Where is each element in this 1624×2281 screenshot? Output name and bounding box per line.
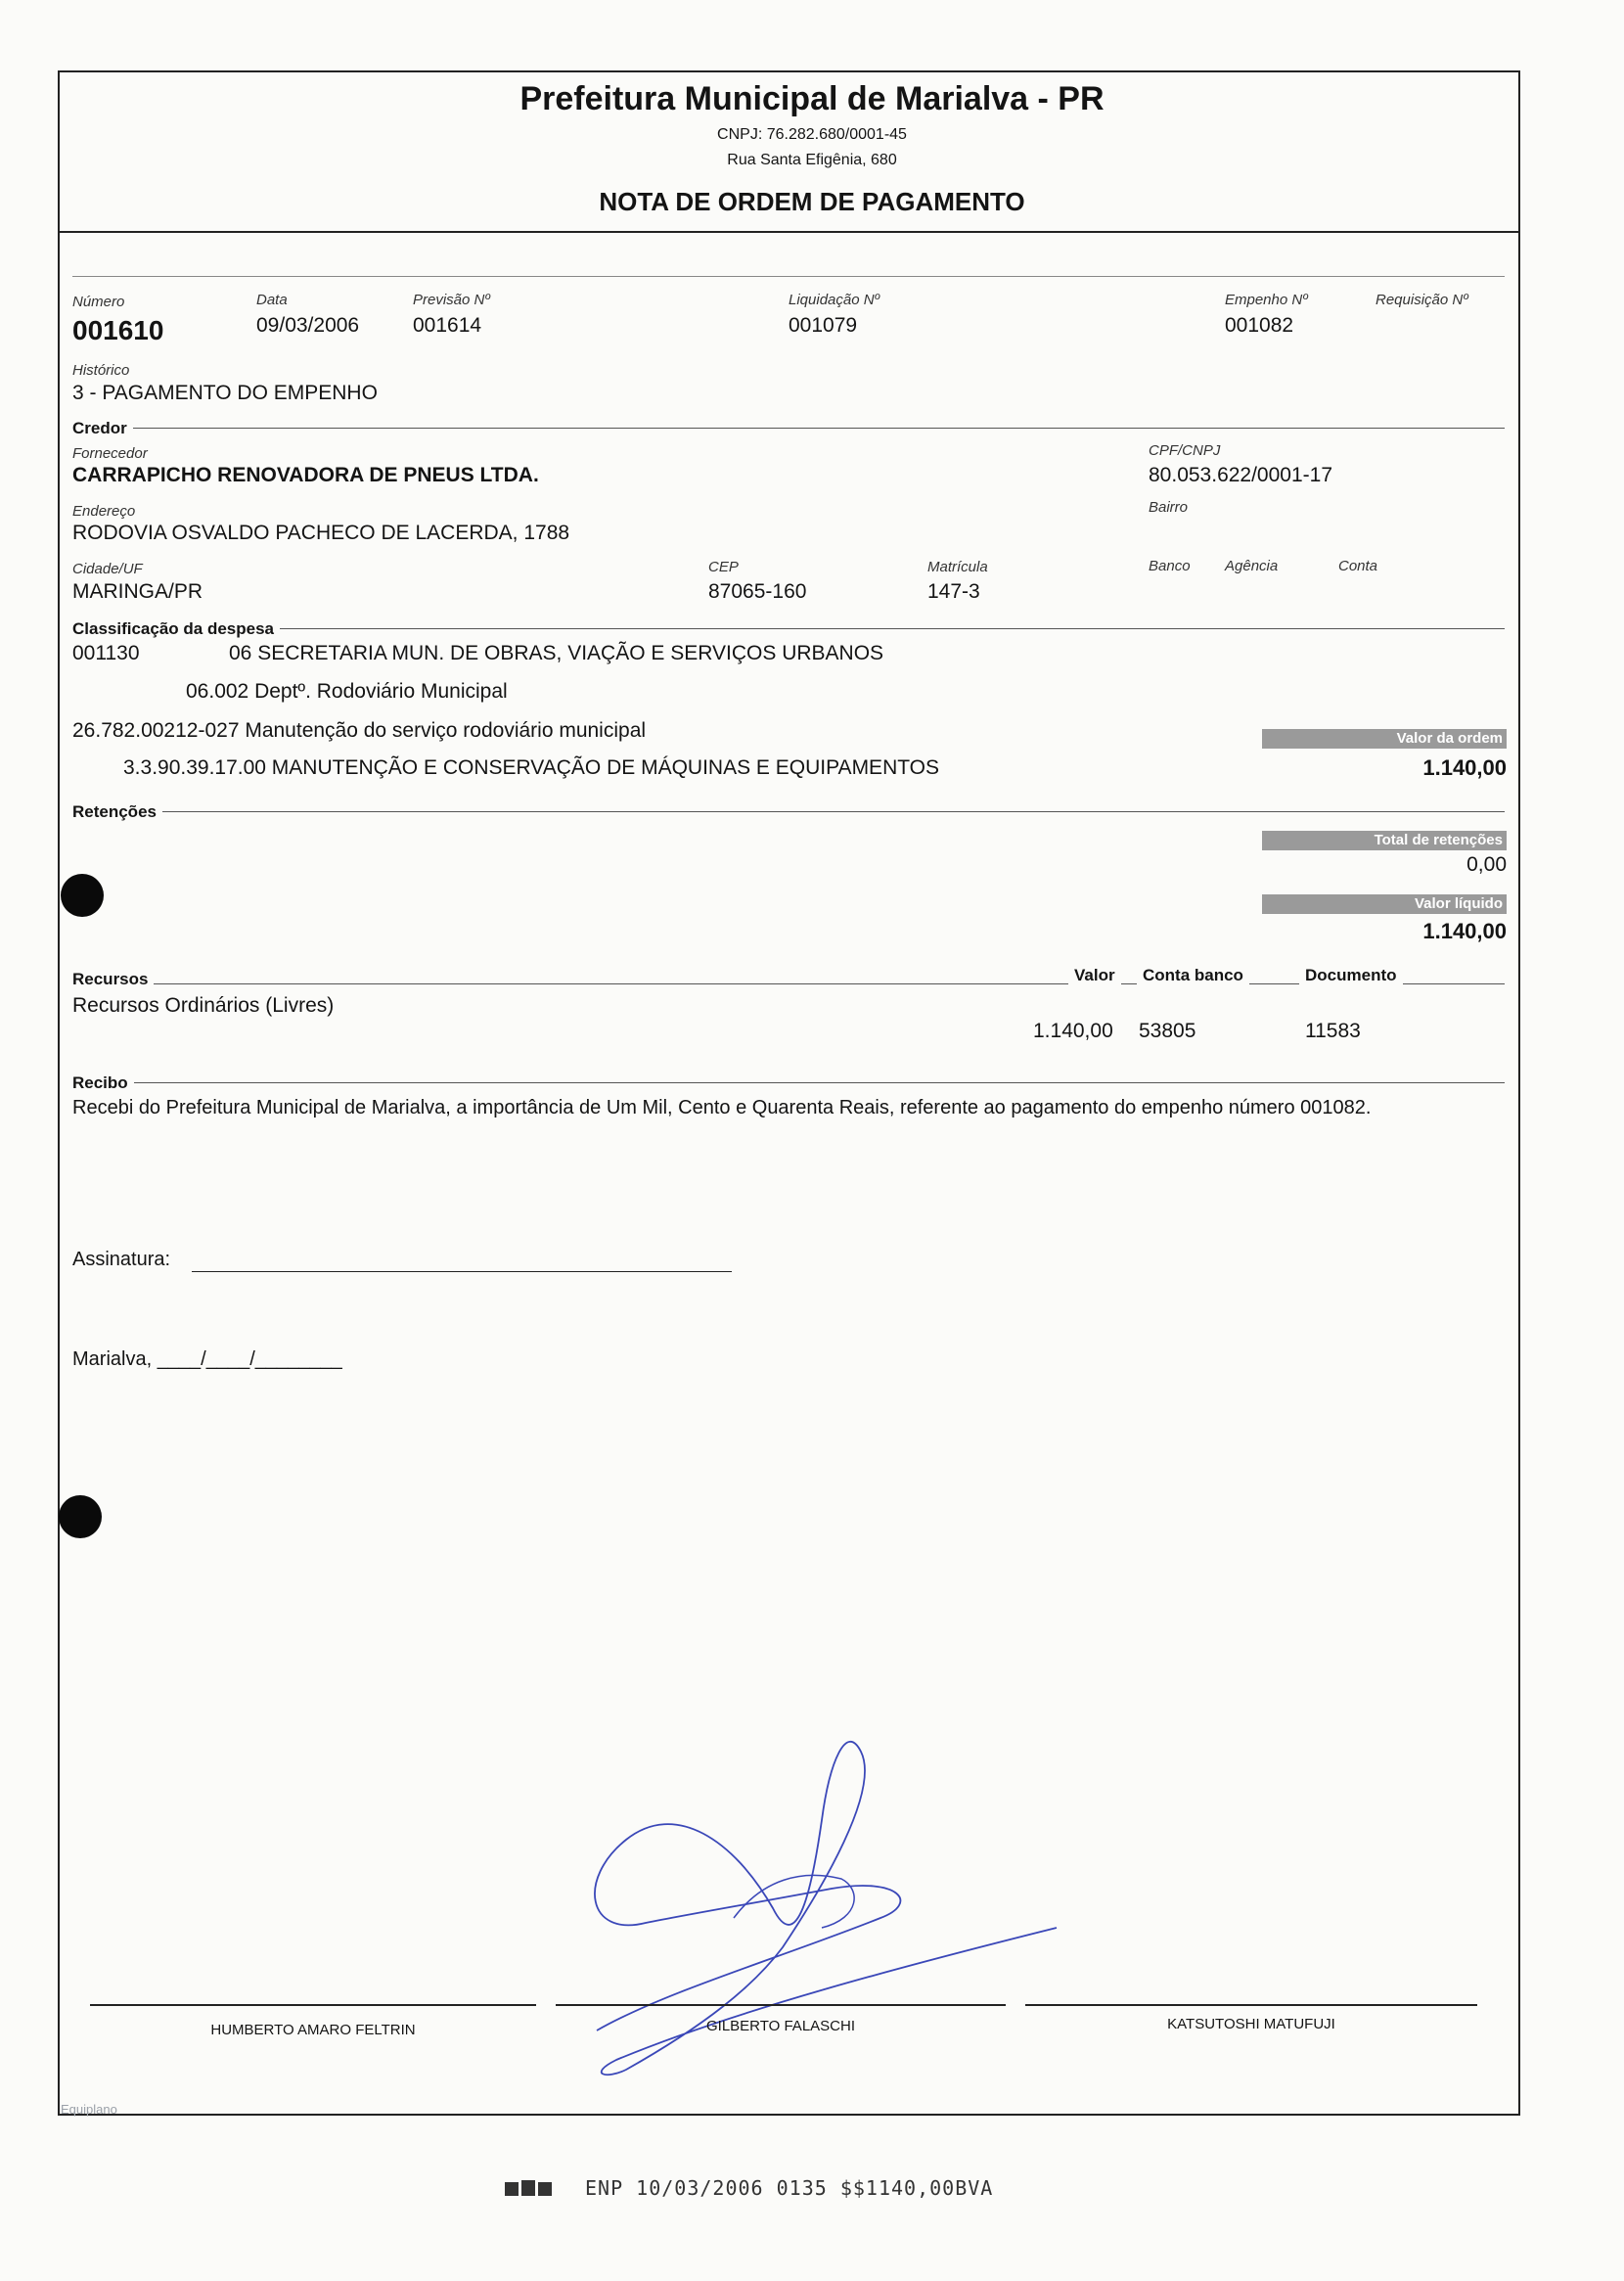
recursos-conta: 53805 bbox=[1139, 1020, 1196, 1042]
previsao-label: Previsão Nº bbox=[413, 292, 490, 308]
header-divider bbox=[58, 231, 1520, 233]
classificacao-section: Classificação da despesa bbox=[72, 619, 280, 639]
classificacao-line3: 26.782.00212-027 Manutenção do serviço rodoviário municipal bbox=[72, 719, 647, 742]
recibo-section: Recibo bbox=[72, 1073, 134, 1093]
top-rule bbox=[72, 276, 1505, 277]
valor-ordem-value: 1.140,00 bbox=[1422, 755, 1507, 780]
assinatura-label: Assinatura: bbox=[72, 1249, 171, 1270]
page-title: Prefeitura Municipal de Marialva - PR bbox=[519, 80, 1105, 117]
retencoes-section: Retenções bbox=[72, 802, 162, 822]
classificacao-rule bbox=[72, 628, 1505, 629]
punch-hole-top bbox=[61, 874, 104, 917]
recursos-valor: 1.140,00 bbox=[1033, 1020, 1113, 1042]
total-retencoes-value: 0,00 bbox=[1466, 853, 1507, 876]
fornecedor-label: Fornecedor bbox=[72, 445, 148, 462]
matricula-value: 147-3 bbox=[927, 580, 980, 603]
recursos-valor-label: Valor bbox=[1068, 966, 1121, 985]
bank-logo-icon bbox=[505, 2178, 554, 2200]
classificacao-code: 001130 bbox=[72, 642, 140, 664]
signature-line-2 bbox=[556, 2004, 1006, 2006]
cpf-value: 80.053.622/0001-17 bbox=[1149, 464, 1333, 486]
fornecedor-value: CARRAPICHO RENOVADORA DE PNEUS LTDA. bbox=[72, 464, 539, 486]
cnpj-text: CNPJ: 76.282.680/0001-45 bbox=[717, 126, 907, 143]
recibo-rule bbox=[72, 1082, 1505, 1083]
matricula-label: Matrícula bbox=[927, 559, 988, 575]
credor-rule bbox=[72, 428, 1505, 429]
cep-value: 87065-160 bbox=[708, 580, 807, 603]
recibo-text: Recebi do Prefeitura Municipal de Marialva, a importância de Um Mil, Cento e Quarenta Reais, referente ao pagamento do empenho número 001082. bbox=[72, 1097, 1372, 1118]
signature-line-3 bbox=[1025, 2004, 1477, 2006]
data-label: Data bbox=[256, 292, 288, 308]
endereco-value: RODOVIA OSVALDO PACHECO DE LACERDA, 1788 bbox=[72, 522, 570, 544]
signatory-1: HUMBERTO AMARO FELTRIN bbox=[210, 2022, 416, 2038]
bank-stamp-text: ENP 10/03/2006 0135 $$1140,00BVA bbox=[585, 2176, 994, 2200]
bairro-label: Bairro bbox=[1149, 499, 1189, 516]
classificacao-line2: 06.002 Deptº. Rodoviário Municipal bbox=[186, 680, 508, 703]
valor-liquido-value: 1.140,00 bbox=[1422, 919, 1507, 943]
banco-label: Banco bbox=[1149, 558, 1191, 574]
requisicao-label: Requisição Nº bbox=[1376, 292, 1468, 308]
recursos-section: Recursos bbox=[72, 970, 154, 989]
historico-value: 3 - PAGAMENTO DO EMPENHO bbox=[72, 382, 378, 404]
signatory-2: GILBERTO FALASCHI bbox=[706, 2018, 855, 2034]
classificacao-line4: 3.3.90.39.17.00 MANUTENÇÃO E CONSERVAÇÃO DE MÁQUINAS E EQUIPAMENTOS bbox=[123, 756, 940, 779]
local-data-label: Marialva, ____/____/________ bbox=[72, 1348, 342, 1370]
valor-liquido-label: Valor líquido bbox=[1262, 894, 1507, 914]
endereco-label: Endereço bbox=[72, 503, 136, 520]
assinatura-line bbox=[192, 1271, 732, 1272]
software-label: Equiplano bbox=[61, 2102, 117, 2117]
cep-label: CEP bbox=[708, 559, 739, 575]
recursos-descricao: Recursos Ordinários (Livres) bbox=[72, 994, 335, 1017]
signature-line-1 bbox=[90, 2004, 536, 2006]
historico-label: Histórico bbox=[72, 362, 130, 379]
liquidacao-label: Liquidação Nº bbox=[789, 292, 880, 308]
retencoes-rule bbox=[72, 811, 1505, 812]
total-retencoes-label: Total de retenções bbox=[1262, 831, 1507, 850]
recursos-conta-label: Conta banco bbox=[1137, 966, 1249, 985]
cpf-label: CPF/CNPJ bbox=[1149, 442, 1221, 459]
classificacao-line1: 06 SECRETARIA MUN. DE OBRAS, VIAÇÃO E SERVIÇOS URBANOS bbox=[229, 642, 884, 664]
recursos-rule bbox=[72, 983, 1505, 984]
recursos-documento-label: Documento bbox=[1299, 966, 1403, 985]
signatory-3: KATSUTOSHI MATUFUJI bbox=[1167, 2016, 1335, 2032]
numero-value: 001610 bbox=[72, 315, 164, 345]
empenho-label: Empenho Nº bbox=[1225, 292, 1308, 308]
recursos-documento: 11583 bbox=[1305, 1020, 1361, 1042]
cidade-value: MARINGA/PR bbox=[72, 580, 203, 603]
document-title: NOTA DE ORDEM DE PAGAMENTO bbox=[599, 187, 1025, 216]
punch-hole-bottom bbox=[59, 1495, 102, 1538]
data-value: 09/03/2006 bbox=[256, 314, 360, 337]
valor-ordem-label: Valor da ordem bbox=[1262, 729, 1507, 749]
liquidacao-value: 001079 bbox=[789, 314, 858, 337]
agencia-label: Agência bbox=[1225, 558, 1279, 574]
numero-label: Número bbox=[72, 294, 125, 310]
address-text: Rua Santa Efigênia, 680 bbox=[727, 152, 897, 168]
empenho-value: 001082 bbox=[1225, 314, 1294, 337]
credor-section: Credor bbox=[72, 419, 133, 438]
conta-label: Conta bbox=[1338, 558, 1378, 574]
cidade-label: Cidade/UF bbox=[72, 561, 143, 577]
previsao-value: 001614 bbox=[413, 314, 482, 337]
